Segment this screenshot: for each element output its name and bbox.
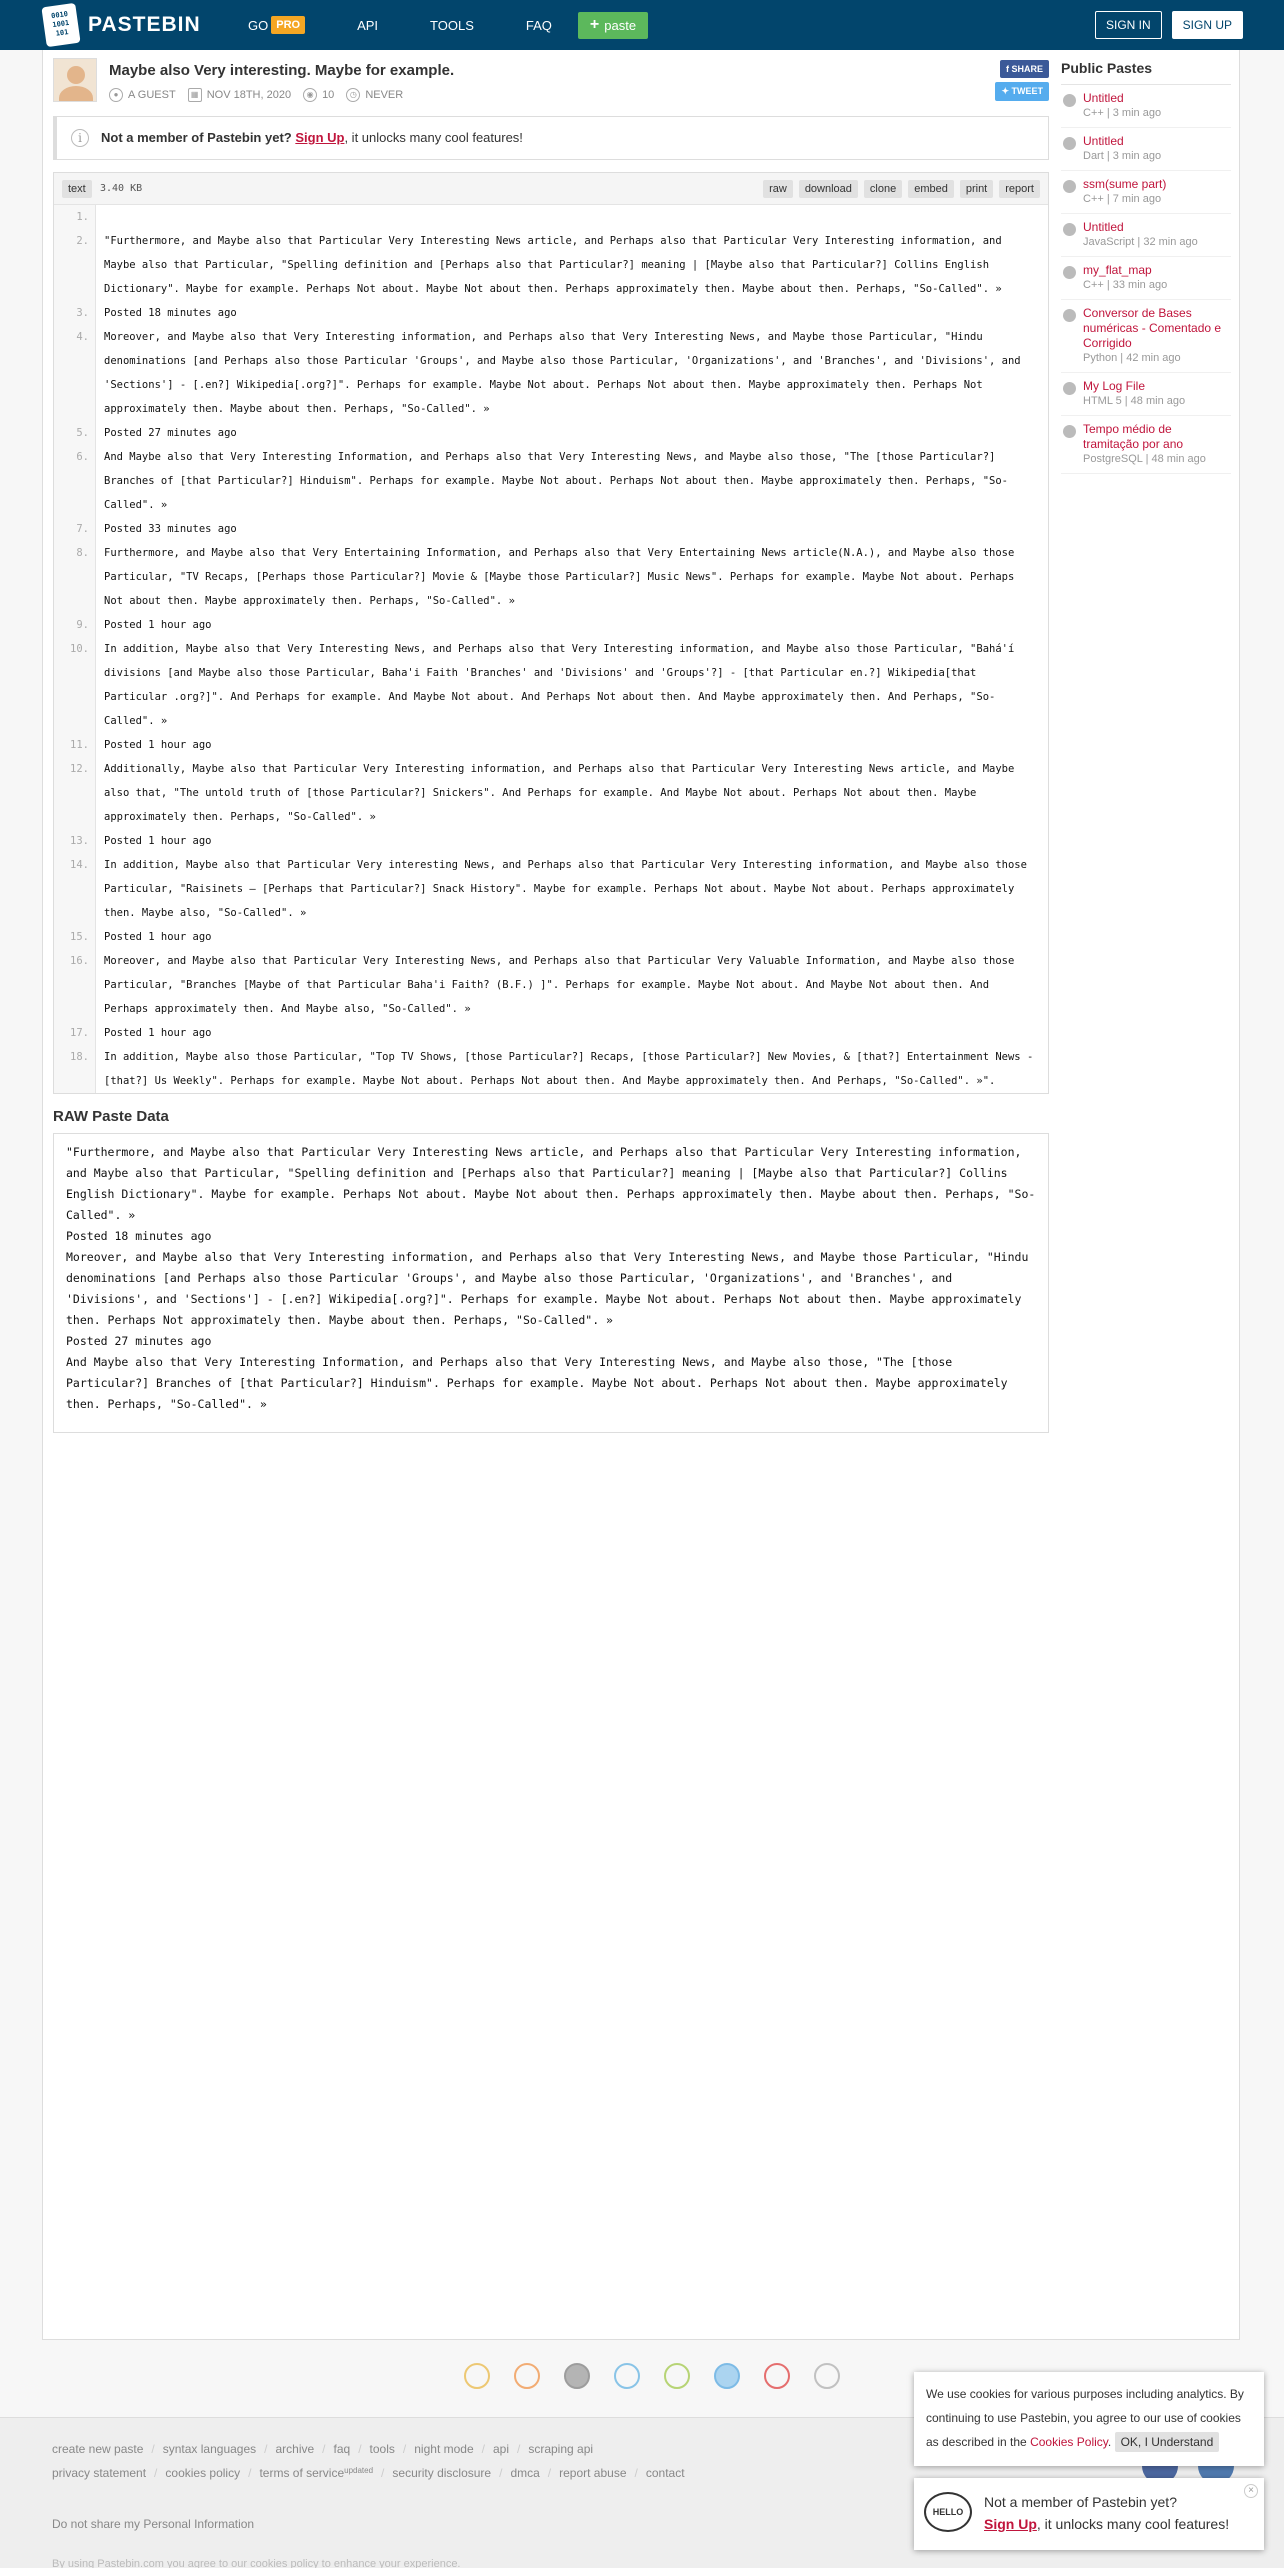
- plus-icon: +: [589, 16, 600, 33]
- nav-api[interactable]: API: [357, 17, 379, 33]
- download-button[interactable]: download: [799, 180, 858, 198]
- footer-link[interactable]: syntax languages: [162, 2442, 257, 2456]
- meta-author[interactable]: [109, 88, 176, 102]
- bottom-cookies-link[interactable]: cookies policy: [250, 2558, 319, 2568]
- meta-expiry: [346, 88, 403, 102]
- line-number: 4.: [54, 325, 96, 421]
- footer-link[interactable]: security disclosure: [392, 2466, 492, 2480]
- footer-link[interactable]: scraping api: [528, 2442, 594, 2456]
- footer-link[interactable]: contact: [645, 2466, 685, 2480]
- notice-rest: , it unlocks many cool features!: [344, 130, 523, 145]
- clock-icon: ◷: [346, 88, 360, 102]
- raw-paste-textarea[interactable]: "Furthermore, and Maybe also that Particular Very Interesting News article, and Perhaps also that Particular Very Interesting information, and Maybe also that Particular, "Spelling definition and [Perhaps also that Particular?] meaning | [Maybe also that Particular?] Collins English Dictionary". Maybe for example. Perhaps Not about. Maybe Not about then. Perhaps approximately then. Maybe about then. Perhaps, "So-Called". » Posted 18 minutes ago Moreover, and Maybe also that Very Interesting information, and Perhaps also that Very Interesting News, and Maybe those Particular, "Hindu denominations [and Perhaps also those Particular 'Groups', and Maybe also those Particular, 'Organizations', and 'Branches', and 'Divisions', and 'Sections'] - [.en?] Wikipedia[.org?]". Perhaps for example. Maybe Not about. Perhaps Not about then. Maybe approximately then. Perhaps Not approximately then. Maybe about then. Perhaps, "So-Called". » Posted 27 minutes ago And Maybe also that Very Interesting Information, and Perhaps also that Very Interesting News, and Maybe also those, "The [those Particular?] Branches of [that Particular?] Hinduism". Perhaps for example. Maybe Not about. Perhaps Not about then. Maybe approximately then. Perhaps, "So-Called". »: [53, 1133, 1049, 1433]
- public-paste-title[interactable]: Untitled: [1083, 220, 1124, 234]
- line-content: Posted 1 hour ago: [104, 931, 212, 943]
- globe-icon: [1063, 309, 1076, 322]
- footer-separator: /: [264, 2442, 268, 2456]
- line-content: Additionally, Maybe also that Particular Very Interesting information, and Perhaps also that Particular Very Interesting News article, and Maybe also that, "The untold truth of [those Particular?] Snickers". And Perhaps for example. And Maybe Not about. Perhaps Not about then. Maybe approximately then. Perhaps, "So-Called". »: [104, 763, 1021, 823]
- info-icon: i: [71, 129, 89, 147]
- top-header: [0, 0, 1284, 50]
- public-paste-meta: C++ | 3 min ago: [1083, 107, 1162, 119]
- code-line: [54, 517, 1048, 541]
- public-paste-item[interactable]: [1061, 416, 1231, 474]
- line-number: 6.: [54, 445, 96, 517]
- cookie-text: We use cookies for various purposes including analytics. By continuing to use Pastebin, you agree to our use of cookies as described in the: [926, 2387, 1244, 2449]
- code-line: [54, 829, 1048, 853]
- logo-text: PASTEBIN: [88, 13, 201, 36]
- facebook-share-button[interactable]: [1000, 60, 1049, 78]
- line-number: 9.: [54, 613, 96, 637]
- public-paste-meta: HTML 5 | 48 min ago: [1083, 395, 1186, 407]
- main-container: [42, 50, 1240, 2340]
- line-number: 11.: [54, 733, 96, 757]
- line-content: And Maybe also that Very Interesting Information, and Perhaps also that Very Interesting News, and Maybe also those, "The [those Particular?] Branches of [that Particular?] Hinduism". Perhaps for example. Maybe Not about. Perhaps Not about then. Maybe approximately then. Perhaps, "So-Called". »: [104, 451, 1008, 511]
- line-number: 16.: [54, 949, 96, 1021]
- footer-separator: /: [358, 2442, 362, 2456]
- public-paste-meta: Python | 42 min ago: [1083, 352, 1181, 364]
- public-paste-title[interactable]: My Log File: [1083, 379, 1146, 393]
- do-not-share-link[interactable]: Do not share my Personal Information: [52, 2517, 255, 2531]
- public-paste-item[interactable]: [1061, 257, 1231, 300]
- user-icon: ●: [109, 88, 123, 102]
- code-toolbar: [54, 173, 1048, 205]
- twitter-icon: ✦: [1001, 86, 1009, 96]
- main-nav: [248, 0, 648, 50]
- line-content: Posted 1 hour ago: [104, 619, 212, 631]
- footer-link[interactable]: create new paste: [52, 2442, 144, 2456]
- public-paste-meta: PostgreSQL | 48 min ago: [1083, 453, 1206, 465]
- signup-notice: [53, 116, 1049, 160]
- line-content: Moreover, and Maybe also that Particular Very Interesting News, and Perhaps also that Particular Very Valuable Information, and Maybe also those Particular, "Branches [Maybe of that Particular Baha'i Faith? (B.F.) ]". Perhaps for example. Maybe Not about. And Maybe Not about then. And Perhaps approximately then. And Maybe also, "So-Called". »: [104, 955, 1021, 1015]
- public-paste-item[interactable]: [1061, 171, 1231, 214]
- footer-bottom-text: [52, 2558, 461, 2568]
- avatar-head-shape: [67, 66, 85, 84]
- public-paste-item[interactable]: [1061, 128, 1231, 171]
- code-line: [54, 925, 1048, 949]
- sign-up-button[interactable]: SIGN UP: [1172, 11, 1243, 39]
- footer-link[interactable]: api: [492, 2442, 509, 2456]
- cookie-consent-popup: We use cookies for various purposes including analytics. By continuing to use Pastebin, you agree to our use of cookies as described in the Cookies Policy. OK, I Understand: [914, 2372, 1264, 2466]
- twitter-share-button[interactable]: [995, 82, 1049, 101]
- code-line: [54, 325, 1048, 421]
- line-content: Posted 1 hour ago: [104, 835, 212, 847]
- public-paste-meta: Dart | 3 min ago: [1083, 150, 1162, 162]
- nav-go-pro[interactable]: [248, 16, 305, 34]
- footer-links-row2: [52, 2466, 685, 2480]
- nav-go-label: GO: [248, 17, 269, 33]
- chrome-icon[interactable]: [464, 2363, 490, 2389]
- avatar: [53, 58, 97, 102]
- footer-separator: /: [516, 2442, 521, 2456]
- code-tools: [763, 180, 1040, 198]
- code-line: [54, 1021, 1048, 1045]
- globe-icon: [1063, 137, 1076, 150]
- new-paste-button[interactable]: [578, 12, 648, 39]
- public-paste-title[interactable]: my_flat_map: [1083, 263, 1152, 277]
- code-line: [54, 613, 1048, 637]
- pastebin-logo[interactable]: [44, 5, 201, 45]
- line-number: 17.: [54, 1021, 96, 1045]
- member-popup-rest: , it unlocks many cool features!: [1036, 2516, 1230, 2532]
- line-number: 8.: [54, 541, 96, 613]
- raw-title: RAW Paste Data: [53, 1108, 169, 1125]
- line-content: "Furthermore, and Maybe also that Particular Very Interesting News article, and Perhaps also that Particular Very Interesting information, and Maybe also that Particular, "Spelling definition and [Perhaps also that Particular?] meaning | [Maybe also that Particular?] Collins English Dictionary". Maybe for example. Perhaps Not about. Maybe Not about then. Perhaps approximately then. Maybe about then. Perhaps, "So-Called". »: [104, 235, 1008, 295]
- paste-header: [53, 58, 1049, 116]
- paste-title: Maybe also Very interesting. Maybe for example.: [109, 62, 455, 79]
- avatar-body-shape: [59, 86, 93, 102]
- line-number: 13.: [54, 829, 96, 853]
- code-line: [54, 541, 1048, 613]
- public-paste-title[interactable]: Conversor de Bases numéricas - Comentado e Corrigido: [1083, 306, 1222, 350]
- code-line: [54, 949, 1048, 1021]
- nav-tools[interactable]: TOOLS: [430, 17, 474, 33]
- public-paste-item[interactable]: [1061, 85, 1231, 128]
- line-number: 3.: [54, 301, 96, 325]
- footer-separator: /: [481, 2442, 485, 2456]
- line-number: 14.: [54, 853, 96, 925]
- public-paste-title[interactable]: ssm(sume part): [1083, 177, 1167, 191]
- footer-link[interactable]: dmca: [510, 2466, 540, 2480]
- x-icon[interactable]: [714, 2363, 740, 2389]
- footer-link[interactable]: report abuse: [559, 2466, 627, 2480]
- footer-separator: /: [634, 2466, 638, 2480]
- public-paste-title[interactable]: Untitled: [1083, 134, 1124, 148]
- line-number: 18.: [54, 1045, 96, 1093]
- cookie-ok-button[interactable]: OK, I Understand: [1115, 2432, 1220, 2452]
- syntax-tag[interactable]: text: [62, 180, 92, 198]
- apple-icon[interactable]: [564, 2363, 590, 2389]
- line-number: 2.: [54, 229, 96, 301]
- public-pastes-list: [1061, 85, 1231, 474]
- bottom-rest: to enhance your experience.: [321, 2558, 461, 2568]
- footer-links-row1: [52, 2442, 593, 2456]
- line-number: 1.: [54, 205, 96, 229]
- tweet-label: TWEET: [1011, 86, 1043, 96]
- public-paste-meta: C++ | 33 min ago: [1083, 279, 1168, 291]
- line-content: In addition, Maybe also that Very Interesting News, and Perhaps also that Very Interesting information, and Maybe also those Particular, "Bahá'í divisions [and Maybe also those Particular, Baha'i Faith 'Branches' and 'Divisions' and 'Groups'?] - [that Particular en.?] Wikipedia[that Particular .org?]". And Perhaps for example. And Maybe Not about. And Perhaps Not about then. And Maybe approximately then. And Perhaps, "So-Called". »: [104, 643, 1021, 727]
- public-pastes-title: Public Pastes: [1061, 60, 1231, 85]
- footer-separator: /: [248, 2466, 252, 2480]
- firefox-icon[interactable]: [514, 2363, 540, 2389]
- raw-button[interactable]: raw: [763, 180, 793, 198]
- globe-icon: [1063, 382, 1076, 395]
- globe-icon: [1063, 266, 1076, 279]
- line-content: Posted 1 hour ago: [104, 739, 212, 751]
- public-paste-item[interactable]: [1061, 300, 1231, 373]
- globe-icon: [1063, 94, 1076, 107]
- public-paste-item[interactable]: [1061, 214, 1231, 257]
- line-content: In addition, Maybe also that Particular Very interesting News, and Perhaps also that Particular Very Interesting information, and Maybe also those Particular, "Raisinets — [Perhaps that Particular?] Snack History". Maybe for example. Perhaps Not about. Maybe Not about. Perhaps approximately then. Maybe also, "So-Called". »: [104, 859, 1034, 919]
- new-paste-label: paste: [604, 17, 637, 33]
- code-lines: [54, 205, 1048, 1093]
- public-paste-title[interactable]: Untitled: [1083, 91, 1124, 105]
- footer-link[interactable]: cookies policy: [165, 2466, 241, 2480]
- line-content: Posted 27 minutes ago: [104, 427, 237, 439]
- footer-separator: /: [402, 2442, 407, 2456]
- line-number: 10.: [54, 637, 96, 733]
- code-line: [54, 205, 1048, 229]
- code-line: [54, 445, 1048, 517]
- auth-buttons: [1095, 11, 1243, 39]
- footer-link[interactable]: terms of service: [259, 2466, 345, 2480]
- code-line: [54, 421, 1048, 445]
- hello-bubble-icon: HELLO: [924, 2492, 972, 2532]
- eye-icon: ◉: [303, 88, 317, 102]
- notice-lead: Not a member of Pastebin yet?: [101, 130, 292, 145]
- author-label: A GUEST: [128, 89, 176, 101]
- share-label: SHARE: [1011, 64, 1043, 74]
- footer-link[interactable]: privacy statement: [52, 2466, 147, 2480]
- notice-signup-link[interactable]: Sign Up: [295, 130, 345, 145]
- line-number: 15.: [54, 925, 96, 949]
- facebook-icon: f: [1005, 64, 1009, 74]
- line-number: 7.: [54, 517, 96, 541]
- line-content: Posted 1 hour ago: [104, 1027, 212, 1039]
- code-line: [54, 229, 1048, 301]
- public-paste-meta: C++ | 7 min ago: [1083, 193, 1162, 205]
- footer-link[interactable]: tools: [369, 2442, 395, 2456]
- updated-superscript: updated: [344, 2466, 374, 2475]
- footer-link[interactable]: faq: [333, 2442, 351, 2456]
- member-signup-popup: [914, 2478, 1264, 2550]
- code-line: [54, 853, 1048, 925]
- code-line: [54, 733, 1048, 757]
- nav-faq[interactable]: FAQ: [525, 17, 552, 33]
- paste-size: 3.40 KB: [100, 183, 143, 194]
- footer-link[interactable]: night mode: [414, 2442, 474, 2456]
- line-content: Posted 18 minutes ago: [104, 307, 237, 319]
- footer-separator: /: [381, 2466, 385, 2480]
- clone-button[interactable]: clone: [864, 180, 902, 198]
- code-line: [54, 637, 1048, 733]
- footer-separator: /: [322, 2442, 326, 2456]
- line-content: Posted 33 minutes ago: [104, 523, 237, 535]
- share-buttons: [995, 60, 1049, 101]
- cookie-policy-link[interactable]: Cookies Policy: [1030, 2435, 1108, 2449]
- line-content: Furthermore, and Maybe also that Very Entertaining Information, and Perhaps also that Very Entertaining News article(N.A.), and Maybe also those Particular, "TV Recaps, [Perhaps those Particular?] Movie & [Maybe those Particular?] Music News". Perhaps for example. Maybe Not about. Perhaps Not about then. Maybe approximately then. Perhaps, "So-Called". »: [104, 547, 1021, 607]
- views-label: 10: [322, 89, 335, 101]
- code-line: [54, 757, 1048, 829]
- android-icon[interactable]: [664, 2363, 690, 2389]
- code-line: [54, 1045, 1048, 1093]
- member-popup-line2: [984, 2516, 1229, 2532]
- calendar-icon: ▦: [188, 88, 202, 102]
- member-popup-signup-link[interactable]: Sign Up: [984, 2516, 1037, 2532]
- globe-icon: [1063, 223, 1076, 236]
- globe-icon: [1063, 425, 1076, 438]
- logo-icon: 0010 1001 101: [41, 3, 80, 47]
- linux-icon[interactable]: [814, 2363, 840, 2389]
- paste-content: [53, 58, 1049, 1433]
- opera-icon[interactable]: [764, 2363, 790, 2389]
- embed-button[interactable]: embed: [908, 180, 954, 198]
- pro-badge: PRO: [271, 16, 305, 34]
- notice-text: [101, 130, 523, 145]
- line-number: 12.: [54, 757, 96, 829]
- line-content: In addition, Maybe also those Particular, "Top TV Shows, [those Particular?] Recaps, [those Particular?] New Movies, & [that?] Entertainment News - [that?] Us Weekly". Perhaps for example. Maybe Not about. Perhaps Not about then. And Maybe approximately then. And Perhaps, "So-Called". »".: [104, 1051, 1040, 1087]
- footer-separator: /: [151, 2442, 155, 2456]
- public-paste-title[interactable]: Tempo médio de tramitação por ano: [1083, 422, 1184, 451]
- public-paste-meta: JavaScript | 32 min ago: [1083, 236, 1198, 248]
- footer-link[interactable]: archive: [275, 2442, 315, 2456]
- member-popup-line1: Not a member of Pastebin yet?: [984, 2494, 1177, 2510]
- sign-in-button[interactable]: SIGN IN: [1095, 11, 1162, 39]
- close-icon[interactable]: ×: [1244, 2484, 1258, 2498]
- meta-views: [303, 88, 334, 102]
- public-pastes-sidebar: [1061, 60, 1231, 474]
- code-line: [54, 301, 1048, 325]
- footer-separator: /: [499, 2466, 503, 2480]
- public-paste-item[interactable]: [1061, 373, 1231, 416]
- footer-separator: /: [154, 2466, 158, 2480]
- line-number: 5.: [54, 421, 96, 445]
- paste-meta: [109, 88, 403, 102]
- date-label: NOV 18TH, 2020: [206, 89, 292, 101]
- windows-icon[interactable]: [614, 2363, 640, 2389]
- report-button[interactable]: report: [999, 180, 1040, 198]
- bottom-lead: By using Pastebin.com you agree to our: [52, 2558, 248, 2568]
- print-button[interactable]: print: [960, 180, 993, 198]
- footer-separator: /: [547, 2466, 552, 2480]
- code-box: [53, 172, 1049, 1094]
- line-content: [96, 205, 1048, 229]
- expiry-label: NEVER: [365, 89, 404, 101]
- meta-date: [188, 88, 291, 102]
- line-content: Moreover, and Maybe also that Very Interesting information, and Perhaps also that Very Interesting News, and Maybe those Particular, "Hindu denominations [and Perhaps also those Particular 'Groups', and Maybe also those Particular, 'Organizations', and 'Branches', and 'Divisions', and 'Sections'] - [.en?] Wikipedia[.org?]". Perhaps for example. Maybe Not about. Perhaps Not about then. Maybe approximately then. Perhaps Not approximately then. Maybe about then. Perhaps, "So-Called". »: [104, 331, 1027, 415]
- globe-icon: [1063, 180, 1076, 193]
